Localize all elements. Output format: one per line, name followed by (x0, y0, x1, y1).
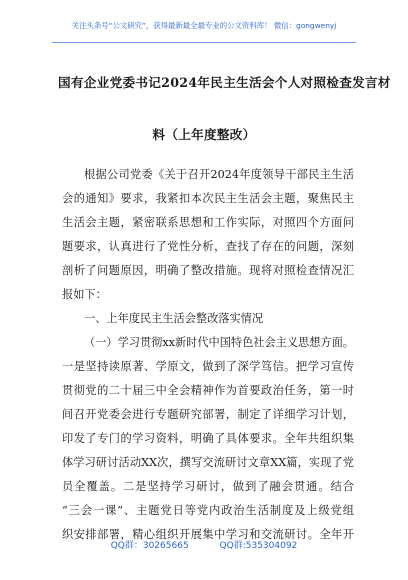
body-line: 员全覆盖。二是坚持学习研讨，做到了融会贯通。结合 (62, 480, 354, 493)
header-divider (52, 42, 356, 43)
subsection-heading: （一）学习贯彻xx新时代中国特色社会主义思想方面。 (84, 336, 354, 349)
body-line: 生活会主题，紧密联系思想和工作实际，对照四个方面问 (62, 216, 354, 229)
body-line: 一是坚持读原著、学原文，做到了深学笃信。把学习宣传 (62, 360, 354, 373)
section-heading: 一、上年度民主生活会整改落实情况 (84, 312, 264, 325)
footer-qq-group-1: QQ群：30265665 (110, 541, 189, 551)
body-line: 间召开党委会进行专题研究部署，制定了详细学习计划， (62, 408, 354, 421)
body-line: “三会一课”、主题党日等党内政治生活制度及上级党组 (62, 504, 354, 517)
body-line: 题要求，认真进行了党性分析，查找了存在的问题，深刻 (62, 240, 354, 253)
body-line: 剖析了问题原因，明确了整改措施。现将对照检查情况汇 (62, 264, 354, 277)
footer-contact (0, 538, 408, 551)
body-line: 报如下： (62, 288, 107, 301)
body-line: 印发了专门的学习资料，明确了具体要求。全年共组织集 (62, 432, 354, 445)
document-title-line-1: 国有企业党委书记2024年民主生活会个人对照检查发言材 (58, 75, 391, 90)
body-line: 贯彻党的二十届三中全会精神作为首要政治任务，第一时 (62, 384, 354, 397)
body-line: 织安排部署，精心组织开展集中学习和交流研讨。全年开 (62, 528, 354, 541)
header-note: 关注头条号“公文研究”，获得最新最全最专业的公文资料库！ 微信：gongwenyj (71, 21, 337, 30)
footer-qq-group-2: QQ群:535304092 (219, 541, 298, 551)
body-line: 会的通知》要求，我紧扣本次民主生活会主题，聚焦民主 (62, 192, 354, 205)
body-line: 根据公司党委《关于召开2024年度领导干部民主生活 (84, 168, 354, 181)
body-line: 体学习研讨活动XX次，撰写交流研讨文章XX篇，实现了党 (62, 456, 354, 469)
document-title-line-2: 料（上年度整改） (152, 127, 256, 142)
